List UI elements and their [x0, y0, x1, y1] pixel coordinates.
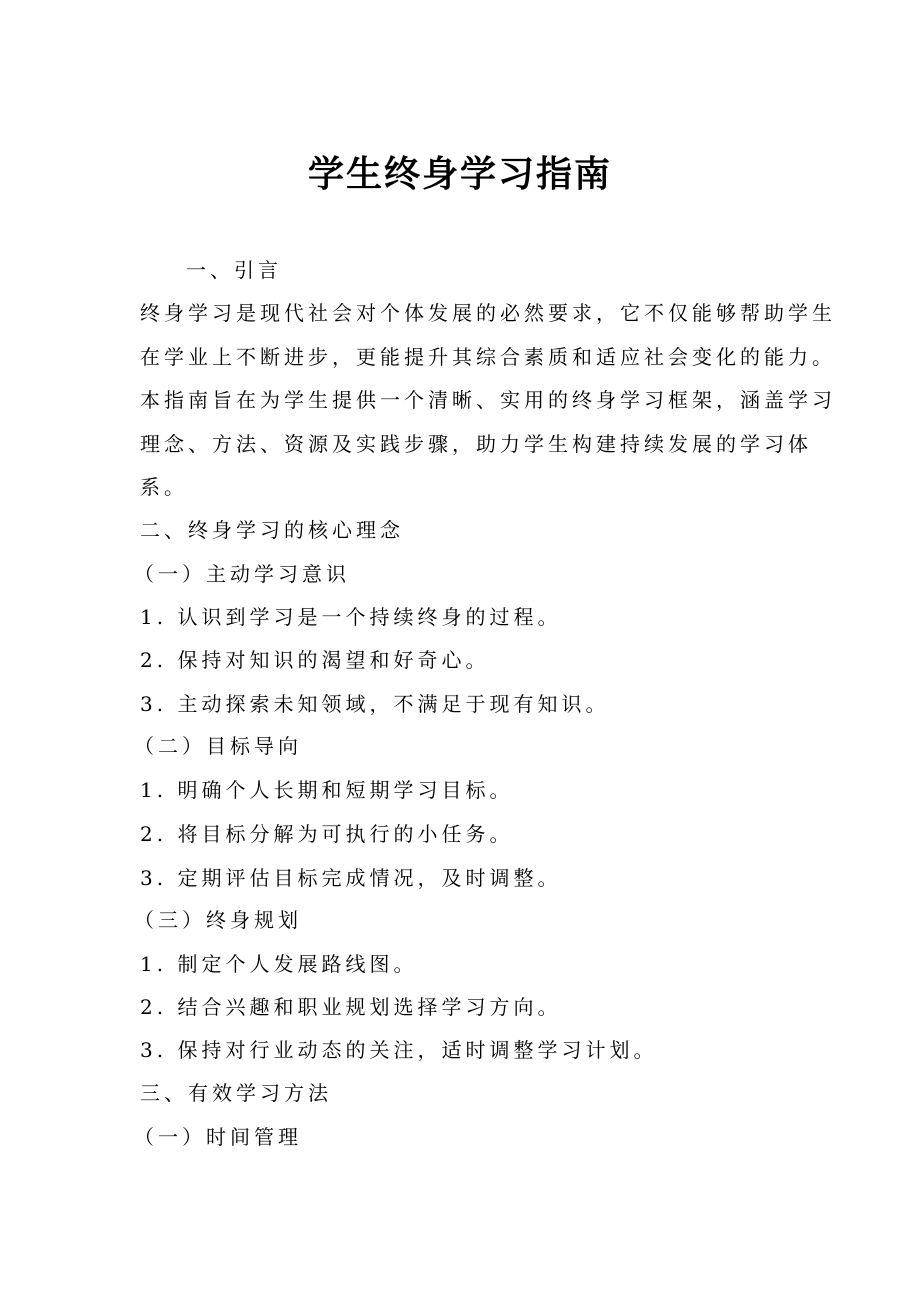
list-item: 1. 制定个人发展路线图。 — [140, 952, 418, 976]
paragraph-line: 本指南旨在为学生提供一个清晰、实用的终身学习框架，涵盖学习 — [140, 388, 836, 412]
paragraph-line: 系。 — [140, 475, 188, 499]
list-item: 1. 明确个人长期和短期学习目标。 — [140, 778, 514, 802]
subsection-heading: （三）终身规划 — [134, 908, 302, 932]
section-heading: 一、引言 — [186, 258, 282, 282]
subsection-heading: （一）主动学习意识 — [134, 562, 350, 586]
list-item: 2. 结合兴趣和职业规划选择学习方向。 — [140, 995, 562, 1019]
paragraph-line: 在学业上不断进步，更能提升其综合素质和适应社会变化的能力。 — [140, 345, 836, 369]
list-item: 3. 保持对行业动态的关注，适时调整学习计划。 — [140, 1038, 658, 1062]
paragraph-line: 理念、方法、资源及实践步骤，助力学生构建持续发展的学习体 — [140, 432, 812, 456]
subsection-heading: （二）目标导向 — [134, 734, 302, 758]
list-item: 2. 保持对知识的渴望和好奇心。 — [140, 648, 490, 672]
paragraph-line: 终身学习是现代社会对个体发展的必然要求，它不仅能够帮助学生 — [140, 301, 836, 325]
document-title: 学生终身学习指南 — [307, 154, 612, 195]
list-item: 3. 主动探索未知领域，不满足于现有知识。 — [140, 692, 610, 716]
list-item: 2. 将目标分解为可执行的小任务。 — [140, 822, 514, 846]
list-item: 3. 定期评估目标完成情况，及时调整。 — [140, 866, 562, 890]
subsection-heading: （一）时间管理 — [134, 1125, 302, 1149]
list-item: 1. 认识到学习是一个持续终身的过程。 — [140, 605, 562, 629]
section-heading: 二、终身学习的核心理念 — [140, 518, 404, 542]
section-heading: 三、有效学习方法 — [140, 1081, 332, 1105]
